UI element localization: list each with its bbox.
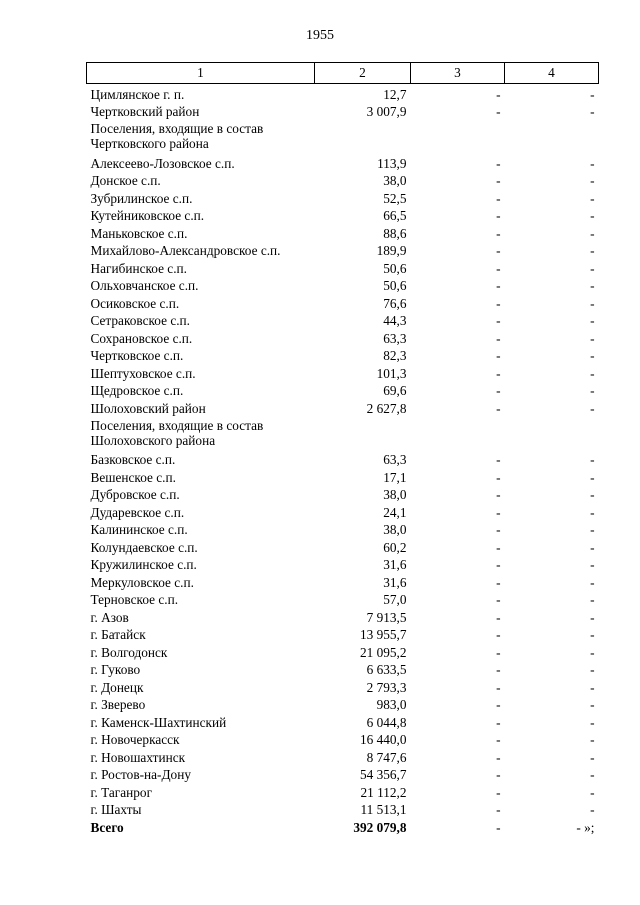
row-value-col3: - (496, 504, 501, 520)
row-name: Терновское с.п. (90, 592, 179, 607)
table-row (87, 363, 599, 381)
table-row (87, 677, 599, 695)
row-value-col2: 66,5 (383, 208, 407, 223)
table-row (87, 84, 599, 102)
page-number: 1955 (306, 28, 334, 43)
row-value-col4: - (590, 732, 595, 747)
table-row (87, 625, 599, 643)
row-value-col2: 52,5 (383, 190, 407, 206)
row-value-col3: - (496, 574, 501, 590)
row-value-col4: - (590, 679, 595, 695)
row-value-col2: 69,6 (383, 383, 407, 398)
row-value-col3: - (496, 295, 501, 311)
row-value-col4 (505, 119, 599, 153)
row-value-col2: 2 627,8 (366, 400, 407, 416)
row-value-col4: - (590, 225, 595, 241)
table-row (87, 153, 599, 171)
row-value-col4: - (590, 487, 595, 502)
table-row (87, 747, 599, 765)
row-name: Калининское с.п. (90, 522, 188, 537)
row-value-col4: - (590, 662, 595, 677)
table-row (87, 502, 599, 520)
row-value-col3: - (496, 644, 501, 660)
row-value-col4: - »; (576, 819, 595, 835)
row-value-col3 (411, 416, 505, 450)
row-name: г. Новочеркасск (90, 732, 180, 747)
table-row (87, 520, 599, 538)
table-row (87, 276, 599, 294)
table-row (87, 293, 599, 311)
row-value-col4: - (590, 609, 595, 625)
table-row (87, 119, 599, 153)
row-value-col2: 63,3 (383, 452, 407, 467)
table-row (87, 607, 599, 625)
row-name: Шолоховский район (90, 400, 206, 416)
row-value-col4: - (590, 557, 595, 572)
row-value-col4: - (590, 592, 595, 607)
row-value-col2: 17,1 (383, 469, 407, 485)
table-row (87, 450, 599, 468)
row-value-col2: 57,0 (383, 592, 407, 607)
table-row (87, 765, 599, 783)
table-row (87, 258, 599, 276)
table-row (87, 730, 599, 748)
row-value-col4: - (590, 802, 595, 817)
row-value-col4: - (590, 208, 595, 223)
row-value-col4: - (590, 574, 595, 590)
row-value-col4: - (590, 522, 595, 537)
row-value-col3: - (496, 104, 501, 119)
row-value-col3: - (496, 627, 501, 642)
row-name: Маньковское с.п. (90, 225, 188, 241)
row-name: Михайлово-Александровское с.п. (90, 243, 281, 258)
table-body (87, 84, 599, 835)
row-value-col2: 21 112,2 (360, 784, 407, 800)
row-name: Всего (90, 819, 124, 835)
table-row (87, 416, 599, 450)
row-name: Базковское с.п. (90, 452, 176, 467)
row-name: Шептуховское с.п. (90, 365, 196, 381)
row-value-col2: 189,9 (376, 243, 407, 258)
row-value-col4: - (590, 86, 595, 102)
row-value-col2: 82,3 (383, 348, 407, 363)
row-value-col2: 63,3 (383, 330, 407, 346)
table-row (87, 537, 599, 555)
row-value-col4: - (590, 504, 595, 520)
row-value-col2: 60,2 (383, 539, 407, 555)
table-row (87, 188, 599, 206)
row-name: Вешенское с.п. (90, 469, 176, 485)
row-name: г. Таганрог (90, 784, 153, 800)
row-value-col2 (315, 416, 411, 450)
row-value-col3: - (496, 313, 501, 328)
row-name: г. Зверево (90, 697, 146, 712)
column-header-3: 3 (411, 63, 505, 84)
table-row (87, 642, 599, 660)
row-value-col4: - (590, 539, 595, 555)
row-value-col2: 11 513,1 (360, 802, 407, 817)
row-value-col2: 113,9 (377, 155, 407, 171)
row-value-col3: - (496, 208, 501, 223)
row-value-col3: - (496, 539, 501, 555)
row-value-col4: - (590, 348, 595, 363)
row-value-col2: 50,6 (383, 278, 407, 293)
table-header (87, 63, 599, 84)
row-value-col3: - (496, 243, 501, 258)
row-value-col4: - (590, 400, 595, 416)
row-value-col4: - (590, 330, 595, 346)
row-value-col2: 16 440,0 (359, 732, 407, 747)
column-header-2: 2 (315, 63, 411, 84)
table-row (87, 660, 599, 678)
row-value-col2: 31,6 (383, 574, 407, 590)
row-value-col3: - (496, 749, 501, 765)
row-value-col4: - (590, 190, 595, 206)
row-name: г. Каменск-Шахтинский (90, 714, 227, 730)
row-value-col3: - (496, 452, 501, 467)
row-value-col3: - (496, 348, 501, 363)
row-value-col4: - (590, 749, 595, 765)
row-value-col3: - (496, 802, 501, 817)
row-value-col4: - (590, 697, 595, 712)
row-value-col3: - (496, 522, 501, 537)
table-row (87, 398, 599, 416)
row-value-col2: 38,0 (383, 487, 407, 502)
row-name: Алексеево-Лозовское с.п. (90, 155, 235, 171)
row-name: Нагибинское с.п. (90, 260, 187, 276)
row-value-col3: - (496, 732, 501, 747)
row-name: Сетраковское с.п. (90, 313, 190, 328)
row-value-col2: 392 079,8 (353, 819, 407, 835)
row-name: г. Волгодонск (90, 644, 168, 660)
table-row (87, 381, 599, 399)
row-value-col3: - (496, 714, 501, 730)
row-value-col3: - (496, 784, 501, 800)
row-value-col4: - (590, 173, 595, 188)
table-row (87, 346, 599, 364)
row-name: Сохрановское с.п. (90, 330, 193, 346)
table-row (87, 485, 599, 503)
row-name: Чертковское с.п. (90, 348, 184, 363)
row-value-col4: - (590, 469, 595, 485)
row-value-col3: - (496, 487, 501, 502)
row-name: г. Шахты (90, 802, 142, 817)
column-header-1: 1 (87, 63, 315, 84)
row-value-col3: - (496, 400, 501, 416)
row-value-col4: - (590, 383, 595, 398)
row-value-col4 (505, 416, 599, 450)
row-name: Зубрилинское с.п. (90, 190, 193, 206)
table-row (87, 206, 599, 224)
row-value-col4: - (590, 313, 595, 328)
row-name: г. Гуково (90, 662, 141, 677)
row-name: г. Новошахтинск (90, 749, 186, 765)
row-value-col3: - (496, 190, 501, 206)
row-value-col4: - (590, 104, 595, 119)
header-row (87, 63, 599, 84)
row-value-col3: - (496, 365, 501, 381)
total-row (87, 817, 599, 835)
table-row (87, 241, 599, 259)
row-name: г. Азов (90, 609, 129, 625)
table-row (87, 328, 599, 346)
row-value-col2: 7 913,5 (366, 609, 407, 625)
row-name: г. Ростов-на-Дону (90, 767, 191, 782)
row-value-col3: - (496, 469, 501, 485)
row-value-col3: - (496, 278, 501, 293)
row-value-col3: - (496, 609, 501, 625)
table-row (87, 590, 599, 608)
row-value-col3: - (496, 592, 501, 607)
row-value-col2: 24,1 (383, 504, 407, 520)
row-value-col3 (411, 119, 505, 153)
row-value-col3: - (496, 260, 501, 276)
row-name: Меркуловское с.п. (90, 574, 194, 590)
row-name: г. Донецк (90, 679, 144, 695)
table-row (87, 467, 599, 485)
row-value-col2: 3 007,9 (366, 104, 407, 119)
row-value-col3: - (496, 383, 501, 398)
row-name: Цимлянское г. п. (90, 86, 185, 102)
column-header-4: 4 (505, 63, 599, 84)
table-row (87, 555, 599, 573)
row-value-col4: - (590, 365, 595, 381)
row-value-col2: 2 793,3 (366, 679, 407, 695)
row-name: Поселения, входящие в состав Шолоховского района (90, 417, 264, 448)
row-value-col4: - (590, 784, 595, 800)
row-value-col2: 88,6 (383, 225, 407, 241)
row-name: Колундаевское с.п. (90, 539, 198, 555)
row-value-col2: 21 095,2 (359, 644, 407, 660)
table-row (87, 800, 599, 818)
table-row (87, 102, 599, 120)
row-name: Кутейниковское с.п. (90, 208, 205, 223)
row-value-col3: - (496, 819, 501, 835)
table-row (87, 572, 599, 590)
row-value-col4: - (590, 452, 595, 467)
row-value-col3: - (496, 679, 501, 695)
row-value-col2: 31,6 (383, 557, 407, 572)
row-value-col2: 6 633,5 (366, 662, 407, 677)
row-value-col2: 13 955,7 (359, 627, 407, 642)
row-value-col4: - (590, 260, 595, 276)
row-value-col4: - (590, 714, 595, 730)
table-row (87, 171, 599, 189)
row-value-col2: 44,3 (383, 313, 407, 328)
row-value-col2: 54 356,7 (359, 767, 407, 782)
row-value-col4: - (590, 243, 595, 258)
row-value-col4: - (590, 644, 595, 660)
table-row (87, 311, 599, 329)
table-row (87, 223, 599, 241)
row-name: Кружилинское с.п. (90, 557, 197, 572)
row-name: Поселения, входящие в состав Чертковского района (90, 121, 264, 151)
row-value-col4: - (590, 627, 595, 642)
row-value-col3: - (496, 557, 501, 572)
row-value-col2 (315, 119, 411, 153)
row-name: Чертковский район (90, 104, 200, 119)
row-value-col3: - (496, 697, 501, 712)
budget-table (86, 62, 599, 835)
table-row (87, 695, 599, 713)
row-value-col4: - (590, 278, 595, 293)
row-value-col3: - (496, 86, 501, 102)
row-name: Дударевское с.п. (90, 504, 185, 520)
row-value-col4: - (590, 767, 595, 782)
row-value-col2: 76,6 (383, 295, 407, 311)
row-value-col2: 983,0 (376, 697, 407, 712)
row-value-col2: 101,3 (376, 365, 407, 381)
row-value-col4: - (590, 295, 595, 311)
row-value-col2: 38,0 (383, 522, 407, 537)
row-value-col3: - (496, 173, 501, 188)
row-value-col3: - (496, 662, 501, 677)
row-name: Ольховчанское с.п. (90, 278, 199, 293)
row-value-col3: - (496, 330, 501, 346)
row-value-col3: - (496, 225, 501, 241)
row-name: г. Батайск (90, 627, 146, 642)
row-value-col3: - (496, 155, 501, 171)
row-name: Осиковское с.п. (90, 295, 180, 311)
table-row (87, 712, 599, 730)
row-value-col3: - (496, 767, 501, 782)
row-value-col2: 38,0 (383, 173, 407, 188)
row-name: Дубровское с.п. (90, 487, 180, 502)
row-name: Донское с.п. (90, 173, 161, 188)
row-value-col2: 6 044,8 (366, 714, 407, 730)
row-value-col2: 8 747,6 (366, 749, 407, 765)
row-value-col2: 12,7 (383, 86, 407, 102)
row-name: Щедровское с.п. (90, 383, 184, 398)
row-value-col4: - (590, 155, 595, 171)
row-value-col2: 50,6 (383, 260, 407, 276)
table-row (87, 782, 599, 800)
